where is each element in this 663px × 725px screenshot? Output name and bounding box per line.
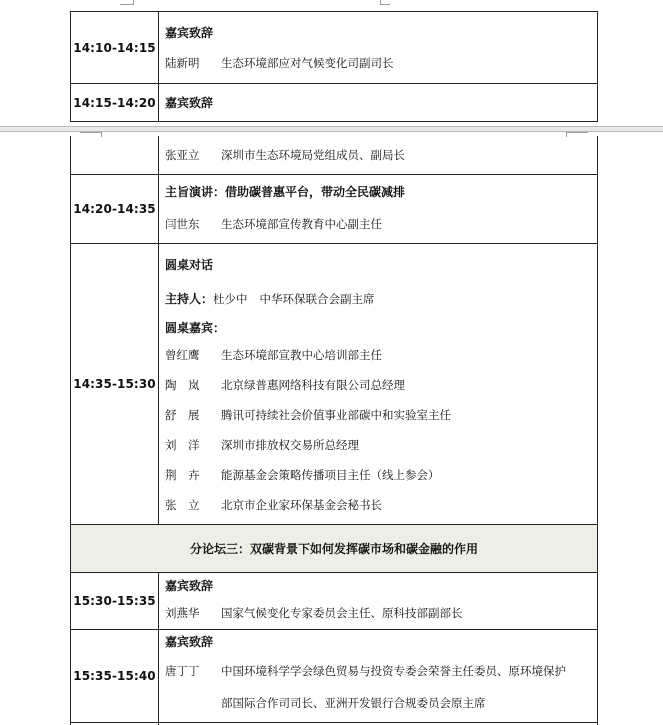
guest-line xyxy=(165,460,597,490)
session-title: 主旨演讲：借助碳普惠平台，带动全民碳减排 xyxy=(165,185,406,199)
time-cell: 15:35-15:40 xyxy=(71,630,159,723)
time-cell: 14:35-15:30 xyxy=(71,244,159,525)
time-cell xyxy=(71,136,159,175)
forum-section-header: 分论坛三：双碳背景下如何发挥碳市场和碳金融的作用 xyxy=(71,525,598,573)
time-cell: 15:30-15:35 xyxy=(71,573,159,630)
speaker-name: 张亚立 xyxy=(165,148,200,162)
host-name: 杜少中 xyxy=(213,292,248,306)
speaker-role: 生态环境部应对气候变化司副司长 xyxy=(221,55,394,70)
content-cell xyxy=(159,12,598,84)
guest-role: 生态环境部宣教中心培训部主任 xyxy=(221,348,382,362)
guest-name: 陶 岚 xyxy=(165,378,200,392)
speaker-role: 生态环境部宣传教育中心副主任 xyxy=(221,217,382,231)
table-row xyxy=(71,244,598,525)
session-title: 嘉宾致辞 xyxy=(165,25,214,40)
guest-role: 北京市企业家环保基金会秘书长 xyxy=(221,498,382,512)
document-page-current xyxy=(0,132,663,725)
session-title: 圆桌对话 xyxy=(165,258,214,272)
session-title: 嘉宾致辞 xyxy=(165,579,214,593)
table-row xyxy=(71,136,598,175)
content-cell xyxy=(159,630,598,723)
speaker-name: 陆新明 xyxy=(165,55,200,70)
content-cell xyxy=(159,244,598,525)
content-cell xyxy=(159,573,598,630)
table-row xyxy=(71,525,598,573)
guest-name: 刘 洋 xyxy=(165,438,200,452)
table-row xyxy=(71,630,598,723)
crop-mark xyxy=(380,4,390,5)
guest-name: 曾红鹰 xyxy=(165,348,200,362)
session-title: 嘉宾致辞 xyxy=(165,95,214,110)
guest-role: 北京绿普惠网络科技有限公司总经理 xyxy=(221,378,405,392)
guest-line xyxy=(165,430,597,460)
crop-mark xyxy=(566,132,588,133)
host-label: 主持人： xyxy=(165,292,214,306)
speaker-role: 国家气候变化专家委员会主任、原科技部副部长 xyxy=(221,606,463,620)
session-title: 嘉宾致辞 xyxy=(165,635,214,649)
time-cell: 14:15-14:20 xyxy=(71,84,159,122)
guest-role: 腾讯可持续社会价值事业部碳中和实验室主任 xyxy=(221,408,451,422)
speaker-role: 中国环境科学学会绿色贸易与投资专委会荣誉主任委员、原环境保护 xyxy=(221,664,566,678)
speaker-line xyxy=(165,654,597,688)
time-cell: 14:20-14:35 xyxy=(71,175,159,244)
speaker-role-continued: 部国际合作司司长、亚洲开发银行合规委员会原主席 xyxy=(221,696,486,710)
agenda-table-top xyxy=(70,11,598,122)
guest-name: 荆 卉 xyxy=(165,468,200,482)
table-row xyxy=(71,573,598,630)
content-cell xyxy=(159,175,598,244)
crop-mark xyxy=(80,132,102,133)
guest-role: 能源基金会策略传播项目主任（线上参会） xyxy=(221,468,440,482)
speaker-line xyxy=(165,209,597,243)
crop-mark xyxy=(120,4,134,5)
agenda-table-bottom xyxy=(70,136,598,725)
guest-line xyxy=(165,340,597,370)
guests-label: 圆桌嘉宾： xyxy=(165,321,226,335)
guest-name: 舒 展 xyxy=(165,408,200,422)
speaker-name: 闫世东 xyxy=(165,217,200,231)
speaker-role: 深圳市生态环境局党组成员、副局长 xyxy=(221,148,405,162)
document-page-previous xyxy=(0,0,663,126)
guest-name: 张 立 xyxy=(165,498,200,512)
host-role: 中华环保联合会副主席 xyxy=(259,292,375,306)
content-cell xyxy=(159,136,598,175)
speaker-line xyxy=(165,48,597,78)
time-cell: 14:10-14:15 xyxy=(71,12,159,84)
speaker-line xyxy=(165,598,597,628)
speaker-name: 唐丁丁 xyxy=(165,664,200,678)
guest-line xyxy=(165,490,597,520)
table-row xyxy=(71,12,598,84)
table-row xyxy=(71,84,598,122)
speaker-line xyxy=(165,140,597,170)
guest-role: 深圳市排放权交易所总经理 xyxy=(221,438,359,452)
speaker-name: 刘燕华 xyxy=(165,606,200,620)
table-row xyxy=(71,175,598,244)
guest-line xyxy=(165,400,597,430)
guest-line xyxy=(165,370,597,400)
host-line xyxy=(165,282,597,316)
content-cell xyxy=(159,84,598,122)
